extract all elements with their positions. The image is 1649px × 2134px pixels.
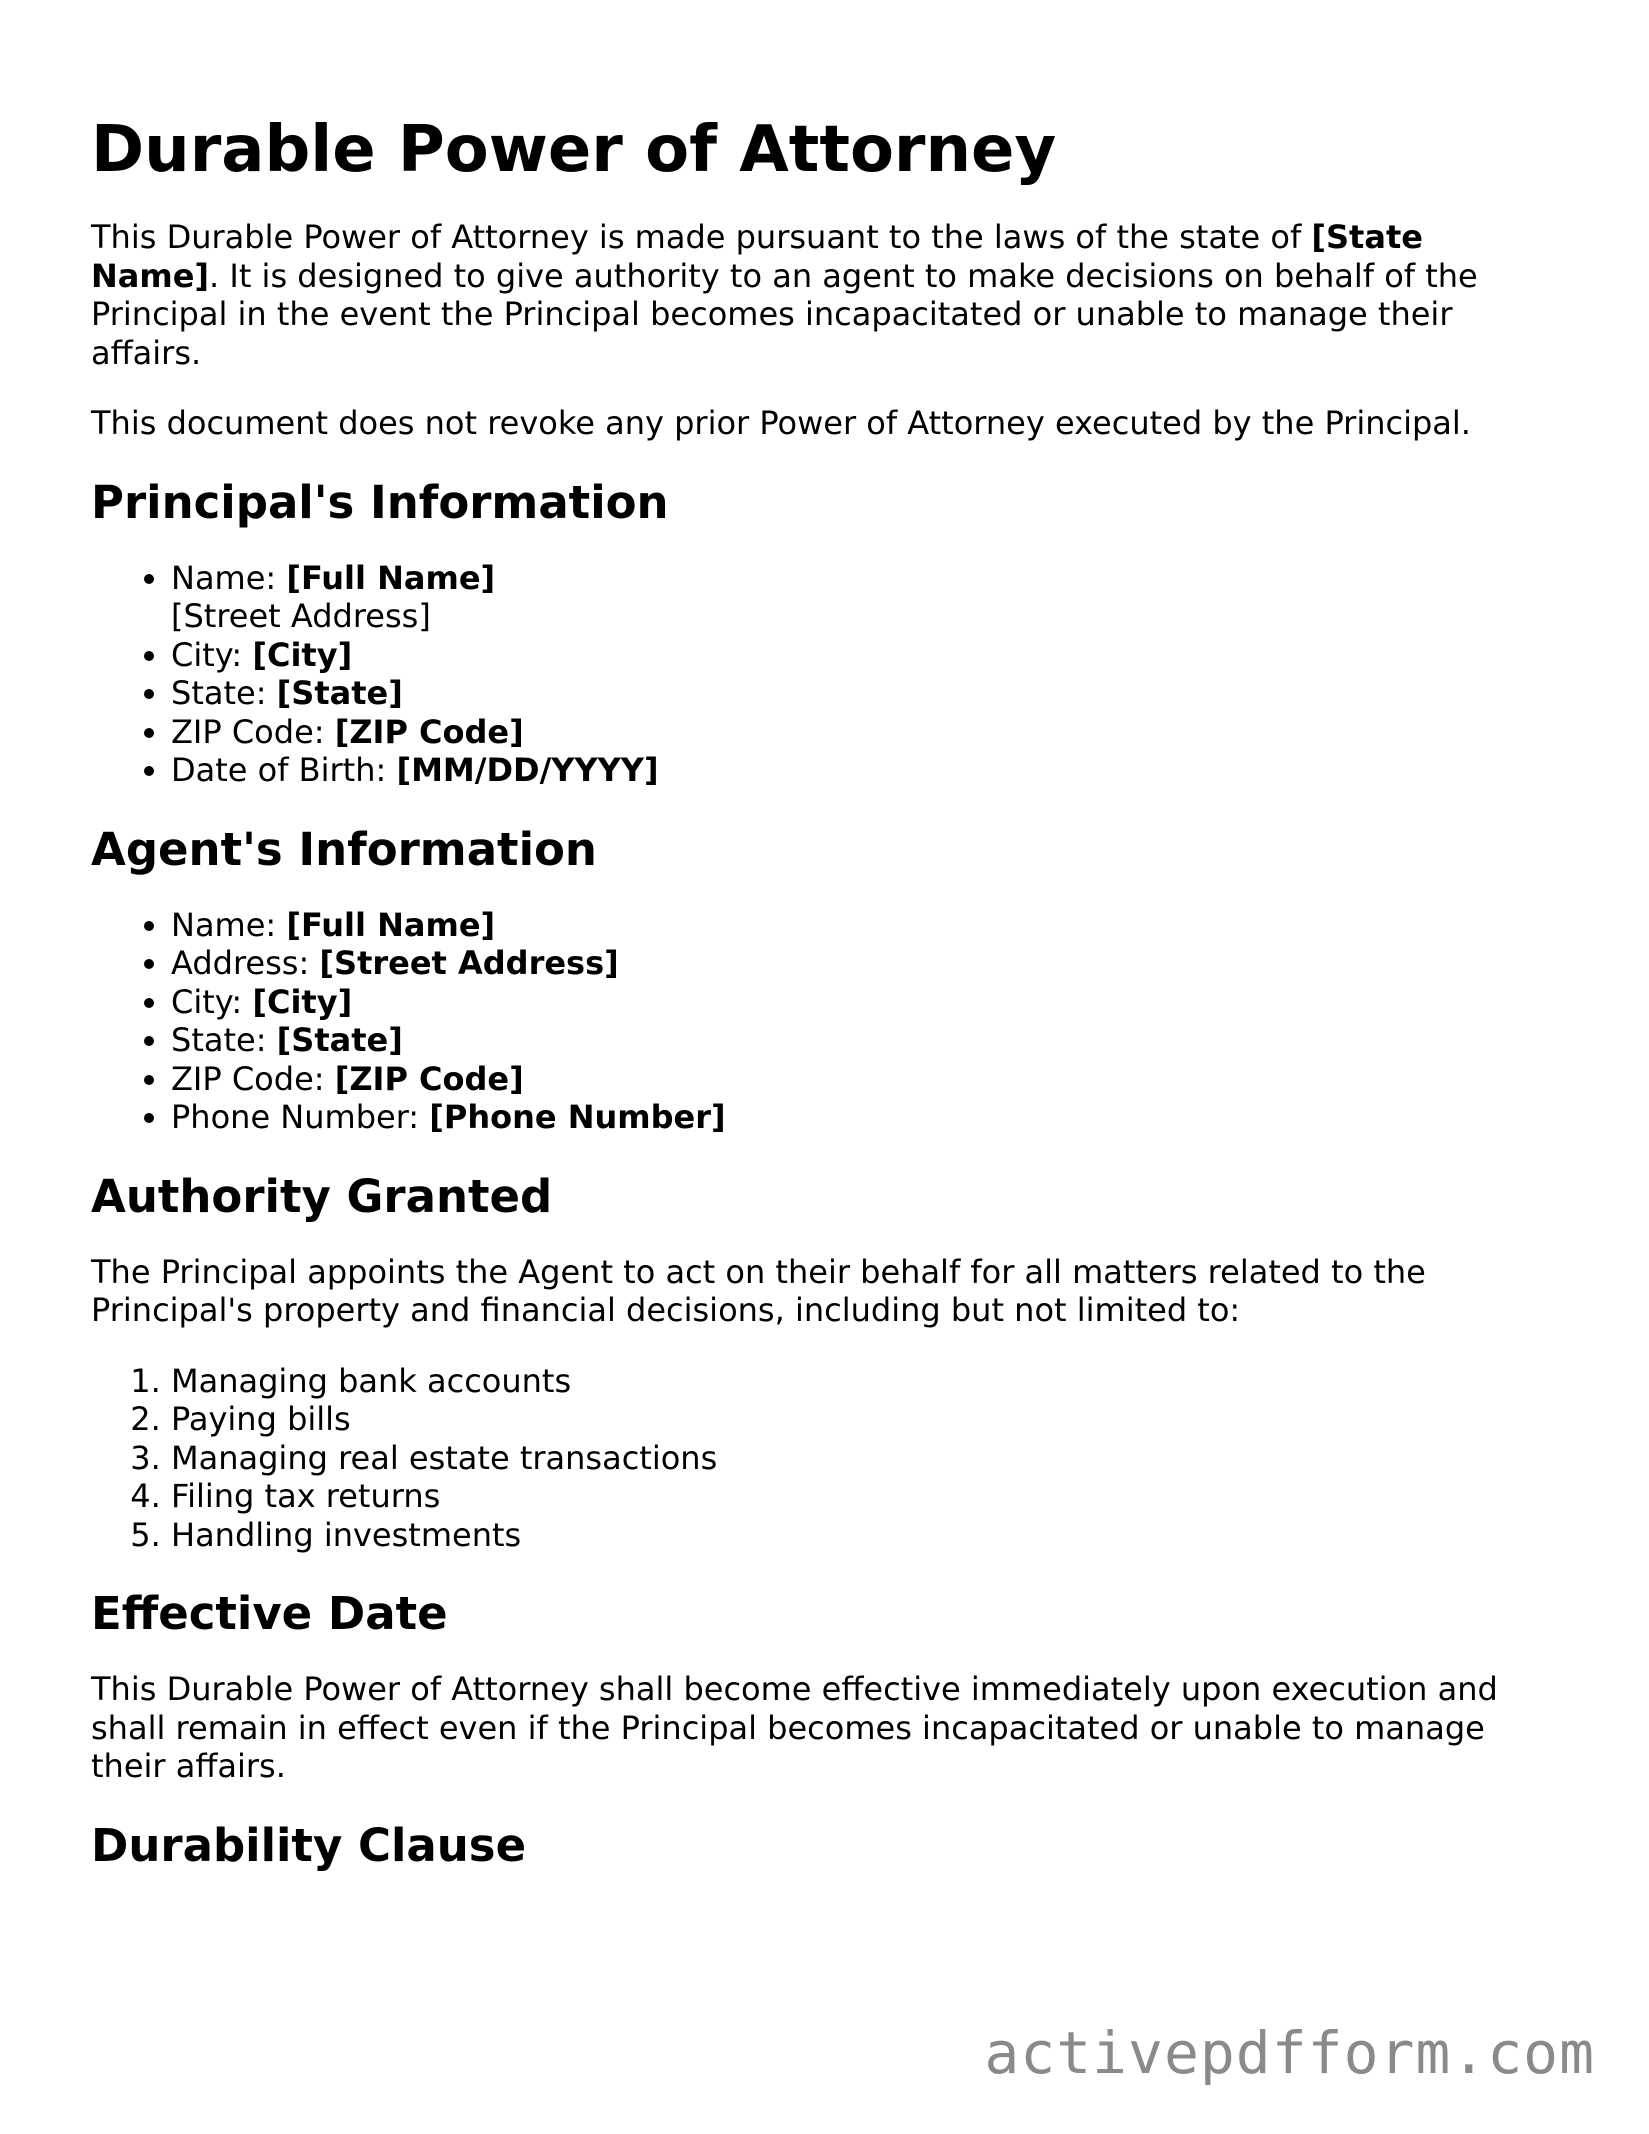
state-placeholder: [State]: [276, 674, 403, 712]
principal-info-list: [91, 559, 1561, 790]
list-item: 3. Managing real estate transactions: [171, 1439, 1561, 1478]
field-label: City:: [171, 635, 253, 674]
state-placeholder: [State]: [276, 1021, 403, 1059]
effective-date-paragraph: This Durable Power of Attorney shall become effective immediately upon execution and shall remain in effect even if the Principal becomes incapacitated or unable to manage their affairs.: [91, 1670, 1498, 1785]
list-item: [171, 944, 1561, 983]
intro-text-end: . It is designed to give authority to an agent to make decisions on behalf of the Principal in the event the Principal becomes incapacitated or unable to manage their affairs.: [91, 256, 1478, 372]
authority-paragraph: The Principal appoints the Agent to act on their behalf for all matters related to the Principal's property and financial decisions, including but not limited to:: [91, 1252, 1426, 1329]
field-label: Date of Birth:: [171, 751, 397, 789]
agent-info-list: [91, 906, 1561, 1137]
effective-date-heading: Effective Date: [91, 1587, 448, 1640]
field-label: Name:: [171, 905, 287, 944]
zip-placeholder: [ZIP Code]: [334, 712, 524, 751]
field-label: Name:: [171, 558, 287, 597]
zip-placeholder: [ZIP Code]: [334, 1059, 524, 1098]
city-placeholder: [City]: [252, 982, 353, 1021]
agent-heading: Agent's Information: [91, 822, 597, 876]
list-item: 1. Managing bank accounts: [171, 1362, 1561, 1401]
name-placeholder: [Full Name]: [286, 905, 496, 944]
list-item: [171, 983, 1561, 1022]
intro-paragraph: [91, 218, 1561, 372]
list-item: [171, 636, 1561, 675]
state-name-placeholder: [State Name]: [91, 218, 1423, 295]
principal-heading: Principal's Information: [91, 475, 669, 529]
address-placeholder: [Street Address]: [171, 597, 431, 635]
city-placeholder: [City]: [252, 635, 353, 674]
list-item: [171, 713, 1561, 752]
list-item: [171, 1098, 1561, 1137]
list-item: 5. Handling investments: [171, 1516, 1561, 1555]
list-item: [171, 751, 1561, 790]
durability-heading: Durability Clause: [91, 1818, 527, 1872]
dob-placeholder: [MM/DD/YYYY]: [396, 751, 659, 789]
list-item: [171, 1021, 1561, 1060]
list-item: 4. Filing tax returns: [171, 1477, 1561, 1516]
field-label: Address:: [171, 944, 320, 982]
field-label: State:: [171, 1021, 277, 1059]
name-placeholder: [Full Name]: [286, 558, 496, 597]
field-label: ZIP Code:: [171, 1059, 335, 1098]
list-item: [171, 906, 1561, 945]
document-title: Durable Power of Attorney: [91, 113, 1057, 187]
address-placeholder: [Street Address]: [319, 944, 619, 982]
authority-list: [91, 1362, 1561, 1555]
field-label: City:: [171, 982, 253, 1021]
field-label: ZIP Code:: [171, 712, 335, 751]
revocation-paragraph: This document does not revoke any prior Power of Attorney executed by the Principal.: [91, 404, 1471, 442]
phone-placeholder: [Phone Number]: [429, 1098, 726, 1136]
list-item: [171, 559, 1561, 636]
authority-heading: Authority Granted: [91, 1169, 553, 1223]
watermark: activepdfform.com: [984, 2019, 1595, 2087]
list-item: 2. Paying bills: [171, 1400, 1561, 1439]
document-page: [91, 110, 1561, 1902]
intro-text-start: This Durable Power of Attorney is made pursuant to the laws of the state of: [91, 218, 1312, 256]
list-item: [171, 674, 1561, 713]
field-label: State:: [171, 674, 277, 712]
field-label: Phone Number:: [171, 1098, 430, 1136]
list-item: [171, 1060, 1561, 1099]
